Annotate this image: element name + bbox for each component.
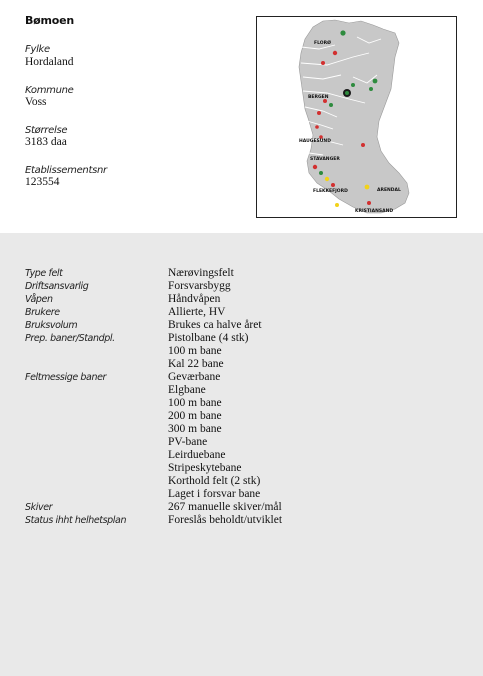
detail-label: Brukere (25, 307, 60, 318)
detail-label: Status ihht helhetsplan (25, 515, 127, 526)
detail-value: PV-bane (168, 436, 208, 448)
detail-value: 300 m bane (168, 423, 222, 435)
detail-value: Håndvåpen (168, 293, 221, 305)
detail-row (0, 423, 483, 436)
detail-row (0, 436, 483, 449)
details-table (0, 267, 483, 527)
map-label-haugesund: HAUGESUND (299, 139, 331, 144)
detail-value: Allierte, HV (168, 306, 226, 318)
detail-label: Feltmessige baner (25, 372, 107, 383)
detail-label: Bruksvolum (25, 320, 78, 331)
detail-row (0, 384, 483, 397)
detail-value: Laget i forsvar bane (168, 488, 261, 500)
detail-value: Geværbane (168, 371, 221, 383)
detail-row (0, 345, 483, 358)
detail-value: 200 m bane (168, 410, 222, 422)
detail-row (0, 449, 483, 462)
field-value-storrelse: 3183 daa (25, 136, 67, 148)
detail-label: Prep. baner/Standpl. (25, 333, 115, 344)
detail-label: Våpen (25, 294, 53, 305)
field-value-etablissementsnr: 123554 (25, 176, 60, 188)
map-label-floro: FLORØ (314, 41, 331, 46)
detail-value: Brukes ca halve året (168, 319, 262, 331)
detail-value: Foreslås beholdt/utviklet (168, 514, 283, 526)
field-value-kommune: Voss (25, 96, 47, 108)
detail-value: Pistolbane (4 stk) (168, 332, 249, 344)
detail-row (0, 410, 483, 423)
detail-row (0, 514, 483, 527)
field-label-etablissementsnr: Etablissementsnr (25, 165, 107, 176)
field-label-kommune: Kommune (25, 85, 74, 96)
detail-row (0, 397, 483, 410)
map-svg (257, 17, 456, 217)
map-label-bergen: BERGEN (308, 95, 329, 100)
detail-value: Nærøvingsfelt (168, 267, 234, 279)
detail-value: 100 m bane (168, 345, 222, 357)
map-label-flekkefjord: FLEKKEFJORD (313, 189, 348, 194)
field-label-fylke: Fylke (25, 44, 50, 55)
map-label-kristiansand: KRISTIANSAND (355, 209, 394, 214)
detail-value: Kal 22 bane (168, 358, 224, 370)
header-panel (0, 0, 483, 233)
detail-label: Skiver (25, 502, 53, 513)
detail-value: 267 manuelle skiver/mål (168, 501, 282, 513)
detail-row (0, 293, 483, 306)
detail-row (0, 306, 483, 319)
detail-row (0, 501, 483, 514)
detail-row (0, 462, 483, 475)
detail-row (0, 332, 483, 345)
detail-row (0, 267, 483, 280)
map-label-arendal: ARENDAL (377, 188, 401, 193)
detail-row (0, 488, 483, 501)
map-label-stavanger: STAVANGER (310, 157, 340, 162)
detail-row (0, 371, 483, 384)
detail-label: Type felt (25, 268, 63, 279)
detail-value: Korthold felt (2 stk) (168, 475, 261, 487)
location-map (256, 16, 457, 218)
detail-value: Leirduebane (168, 449, 226, 461)
detail-value: Forsvarsbygg (168, 280, 231, 292)
detail-row (0, 475, 483, 488)
field-label-storrelse: Størrelse (25, 125, 68, 136)
detail-row (0, 280, 483, 293)
field-value-fylke: Hordaland (25, 56, 74, 68)
detail-row (0, 319, 483, 332)
page-title: Bømoen (25, 14, 75, 27)
detail-value: Stripeskytebane (168, 462, 242, 474)
detail-row (0, 358, 483, 371)
detail-value: Elgbane (168, 384, 206, 396)
detail-value: 100 m bane (168, 397, 222, 409)
detail-label: Driftsansvarlig (25, 281, 89, 292)
